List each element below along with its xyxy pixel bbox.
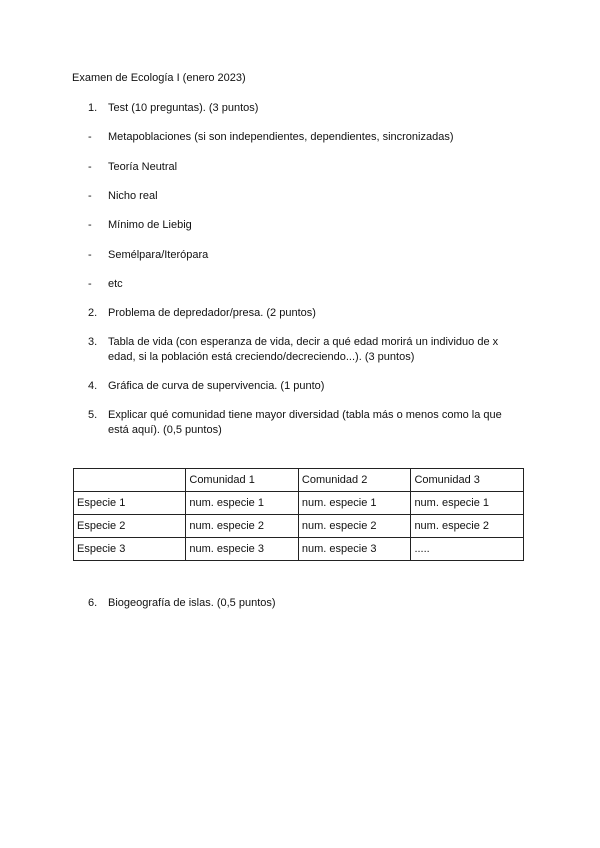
list-marker: 3. [88, 336, 98, 348]
diversity-table [73, 468, 524, 561]
table-row [74, 492, 524, 515]
list-text: Problema de depredador/presa. (2 puntos) [108, 307, 316, 319]
list-marker: 5. [88, 409, 98, 421]
list-marker: - [88, 219, 92, 231]
list-marker: - [88, 249, 92, 261]
table-cell: num. especie 1 [411, 492, 524, 515]
table-cell [74, 469, 186, 492]
table-cell: num. especie 2 [186, 515, 299, 538]
table-cell: Comunidad 1 [186, 469, 299, 492]
list-marker: 4. [88, 380, 98, 392]
list-marker: 1. [88, 102, 98, 114]
document-title: Examen de Ecología I (enero 2023) [72, 72, 246, 84]
table-cell: num. especie 3 [186, 538, 299, 561]
table-cell: num. especie 1 [298, 492, 411, 515]
table-cell: ..... [411, 538, 524, 561]
list-text: Explicar qué comunidad tiene mayor diversidad (tabla más o menos como la que está aquí). (0,5 puntos) [108, 409, 502, 436]
list-text: Test (10 preguntas). (3 puntos) [108, 102, 259, 114]
table-row [74, 515, 524, 538]
list-text: Mínimo de Liebig [108, 219, 192, 231]
table-cell: Especie 1 [74, 492, 186, 515]
list-text: Tabla de vida (con esperanza de vida, decir a qué edad morirá un individuo de x edad, si la población está creciendo/decreciendo...). (3 puntos) [108, 336, 499, 363]
table-row [74, 538, 524, 561]
table-cell: num. especie 1 [186, 492, 299, 515]
table-cell: Comunidad 2 [298, 469, 411, 492]
list-marker: - [88, 190, 92, 202]
list-text: Semélpara/Iterópara [108, 249, 209, 261]
table-header-row [74, 469, 524, 492]
list-text: Gráfica de curva de supervivencia. (1 punto) [108, 380, 325, 392]
list-marker: 2. [88, 307, 98, 319]
table-cell: num. especie 2 [411, 515, 524, 538]
table-cell: Comunidad 3 [411, 469, 524, 492]
list-marker: - [88, 278, 92, 290]
list-marker: 6. [88, 597, 98, 609]
list-text: etc [108, 278, 123, 290]
list-text: Biogeografía de islas. (0,5 puntos) [108, 597, 276, 609]
table-cell: Especie 3 [74, 538, 186, 561]
table-cell: num. especie 3 [298, 538, 411, 561]
list-text: Teoría Neutral [108, 161, 178, 173]
list-marker: - [88, 161, 92, 173]
list-text: Nicho real [108, 190, 158, 202]
list-text: Metapoblaciones (si son independientes, dependientes, sincronizadas) [108, 131, 454, 143]
table-cell: num. especie 2 [298, 515, 411, 538]
list-marker: - [88, 131, 92, 143]
table-cell: Especie 2 [74, 515, 186, 538]
